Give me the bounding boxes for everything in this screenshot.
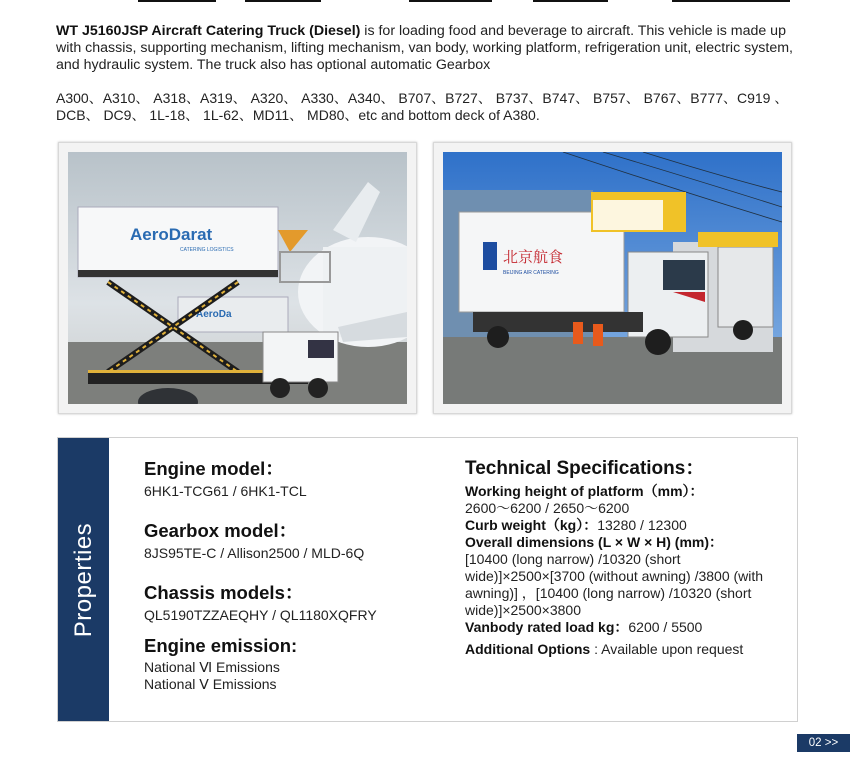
engine-emission-title: Engine emission: — [144, 635, 298, 656]
curb-weight-row — [465, 517, 785, 534]
overall-dims-label: Overall dimensions (L × W × H) (mm)： — [465, 534, 724, 550]
intro-text: is for loading food and beverage to aircraft. This vehicle is made up with chassis, supporting mechanism, lifting mechanism, van body, working platform, refrigeration unit, electric system, and hydraulic system. The truck also has optional automatic Gearbox — [56, 23, 793, 73]
aerodarat-logo-small: AeroDa — [196, 309, 232, 320]
vanbody-row — [465, 619, 785, 636]
working-height-row — [465, 483, 785, 500]
technical-specifications — [465, 460, 785, 658]
page-number-badge[interactable]: 02 >> — [797, 734, 850, 752]
photo-right-catering-trucks — [433, 142, 792, 414]
properties-label: Properties — [70, 522, 97, 638]
parked-catering-trucks-image — [443, 152, 782, 404]
curb-weight-value: 13280 / 12300 — [597, 517, 687, 533]
intro-paragraph — [56, 23, 801, 74]
working-height-label: Working height of platform（mm）： — [465, 483, 704, 499]
catering-truck-aircraft-image — [68, 152, 407, 404]
top-border — [0, 0, 850, 2]
properties-panel — [57, 437, 798, 722]
engine-emission-line2: National Ⅴ Emissions — [144, 676, 277, 692]
intro-title: WT J5160JSP Aircraft Catering Truck (Diesel) — [56, 23, 361, 39]
tech-spec-title: Technical Specifications： — [465, 458, 705, 479]
aerodarat-logo: AeroDarat — [130, 225, 213, 244]
compatible-aircraft-list: A300、A310、 A318、A319、 A320、 A330、A340、 B707、B727、 B737、B747、 B757、 B767、B777、C919 、DCB、 DC9、 1L-18、 1L-62、MD11、 MD80、etc and bottom deck of A380. — [56, 90, 789, 123]
engine-emission-line1: National Ⅵ Emissions — [144, 659, 280, 675]
overall-dims-value: [10400 (long narrow) /10320 (short wide)]×2500×[3700 (without awning) /3800 (with awning)] ，[10400 (long narrow) /10320 (short wide)]×2500×3800 — [465, 551, 764, 618]
gearbox-model-value: 8JS95TE-C / Allison2500 / MLD-6Q — [144, 545, 365, 561]
engine-emission-block — [144, 635, 297, 693]
vanbody-label: Vanbody rated load kg： — [465, 619, 629, 635]
gearbox-model-block — [144, 517, 364, 562]
properties-sidebar — [58, 438, 109, 721]
engine-model-title: Engine model： — [144, 458, 284, 479]
overall-dims-row — [465, 534, 785, 551]
aerodarat-logo-sub: CATERING LOGISTICS — [180, 247, 234, 253]
working-height-value: 2600～6200 / 2650～6200 — [465, 500, 630, 516]
engine-model-block — [144, 455, 307, 500]
chassis-models-title: Chassis models： — [144, 582, 304, 603]
engine-model-value: 6HK1-TCG61 / 6HK1-TCL — [144, 483, 307, 499]
additional-options-value: : Available upon request — [590, 641, 744, 657]
chassis-models-value: QL5190TZZAEQHY / QL1180XQFRY — [144, 607, 377, 623]
photo-left-catering-truck — [58, 142, 417, 414]
additional-options-label: Additional Options — [465, 641, 591, 657]
beijing-air-catering-sign: 北京航食 — [503, 248, 564, 266]
additional-options-row — [465, 641, 785, 658]
curb-weight-label: Curb weight（kg）： — [465, 517, 598, 533]
beijing-air-catering-en: BEIJING AIR CATERING — [503, 270, 559, 276]
vanbody-value: 6200 / 5500 — [628, 619, 703, 635]
chassis-models-block — [144, 579, 377, 624]
gearbox-model-title: Gearbox model： — [144, 520, 298, 541]
